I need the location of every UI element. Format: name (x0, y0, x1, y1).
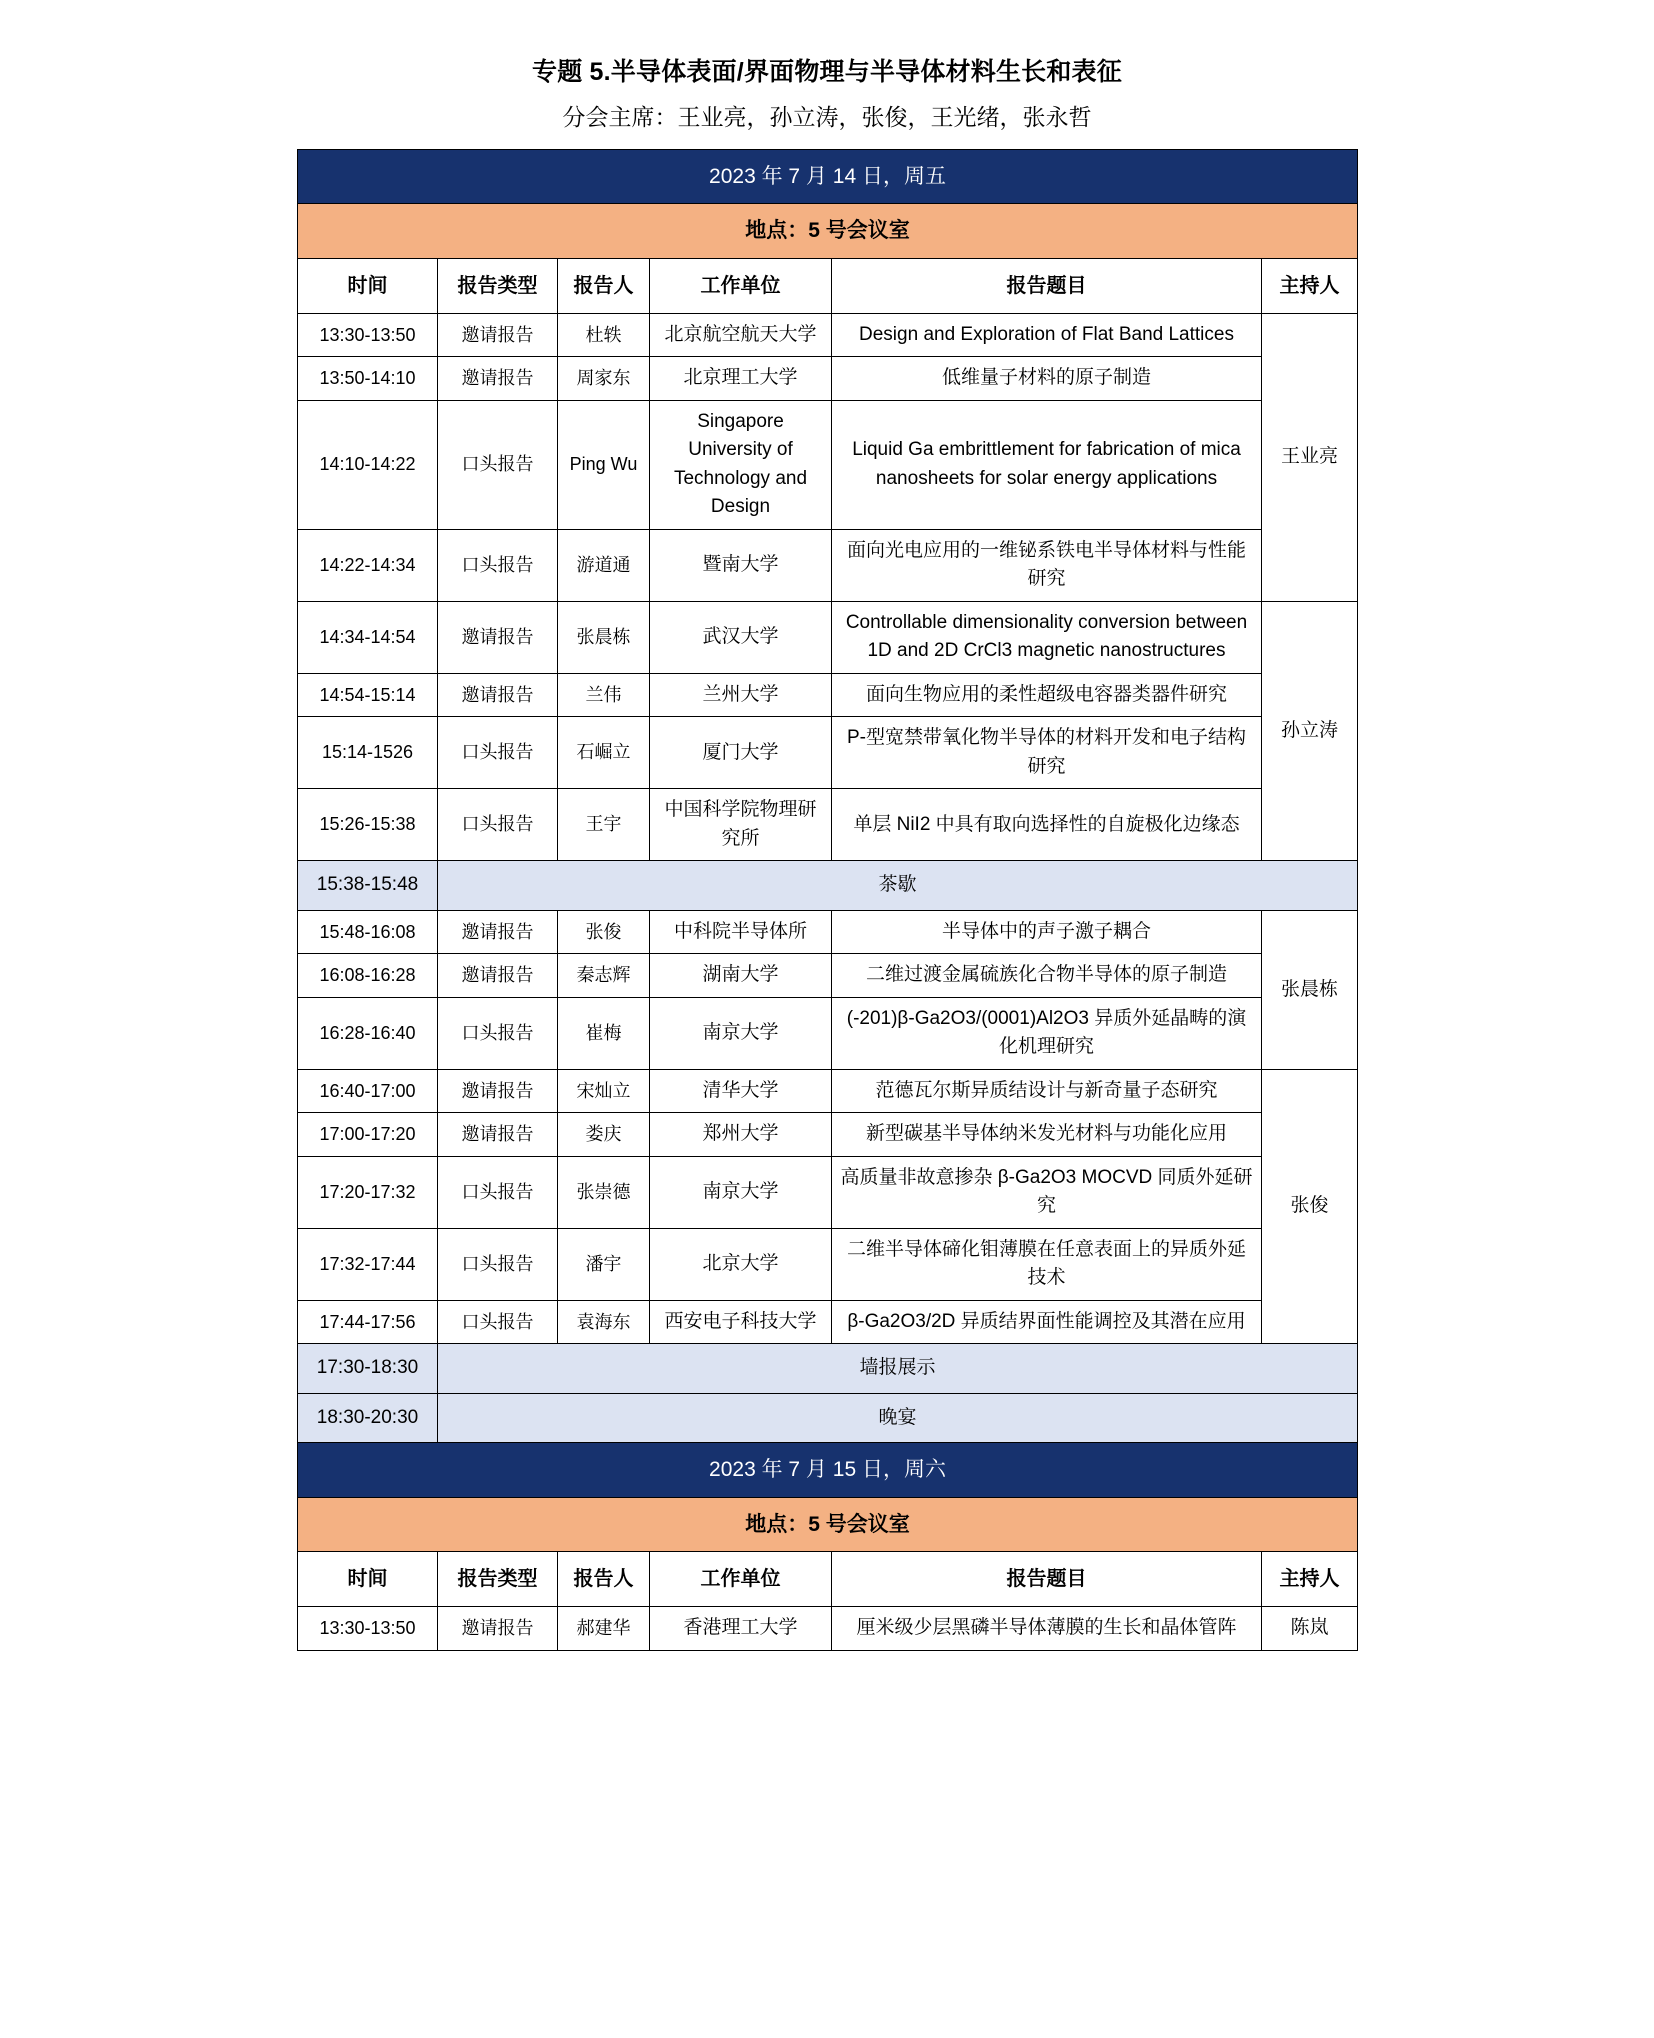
cell-speaker: 张崇德 (558, 1156, 650, 1228)
table-row (298, 529, 1358, 601)
cell-title: Liquid Ga embrittlement for fabrication of mica nanosheets for solar energy applications (832, 400, 1262, 529)
cell-time: 16:40-17:00 (298, 1069, 438, 1113)
cell-type: 口头报告 (438, 400, 558, 529)
cell-time: 14:22-14:34 (298, 529, 438, 601)
cell-type: 邀请报告 (438, 910, 558, 954)
table-row (298, 1113, 1358, 1157)
cell-type: 邀请报告 (438, 601, 558, 673)
cell-speaker: 娄庆 (558, 1113, 650, 1157)
table-row (298, 1300, 1358, 1344)
day2-venue-bar-label: 地点：5 号会议室 (298, 1497, 1358, 1552)
page-title: 专题 5.半导体表面/界面物理与半导体材料生长和表征 (532, 58, 1122, 86)
cell-time: 17:32-17:44 (298, 1228, 438, 1300)
cell-type: 口头报告 (438, 1300, 558, 1344)
day2-date-bar-label: 2023 年 7 月 15 日，周六 (298, 1443, 1358, 1498)
cell-speaker: 兰伟 (558, 673, 650, 717)
column-header-chair: 主持人 (1262, 258, 1358, 313)
cell-affiliation: 武汉大学 (650, 601, 832, 673)
cell-title: 半导体中的声子激子耦合 (832, 910, 1262, 954)
cell-title: Controllable dimensionality conversion between 1D and 2D CrCl3 magnetic nanostructures (832, 601, 1262, 673)
cell-type: 邀请报告 (438, 1607, 558, 1651)
cell-chair: 孙立涛 (1262, 601, 1358, 861)
table-row (298, 1228, 1358, 1300)
table-row (298, 954, 1358, 998)
tea-break-row-time: 15:38-15:48 (298, 861, 438, 911)
cell-affiliation: 西安电子科技大学 (650, 1300, 832, 1344)
cell-speaker: 王宇 (558, 789, 650, 861)
day1-date-bar-label: 2023 年 7 月 14 日，周五 (298, 149, 1358, 204)
table-row (298, 1156, 1358, 1228)
cell-title: 单层 NiI2 中具有取向选择性的自旋极化边缘态 (832, 789, 1262, 861)
table-row (298, 357, 1358, 401)
tea-break-row (298, 861, 1358, 911)
cell-affiliation: Singapore University of Technology and Design (650, 400, 832, 529)
cell-title: 面向生物应用的柔性超级电容器类器件研究 (832, 673, 1262, 717)
cell-type: 口头报告 (438, 1156, 558, 1228)
cell-affiliation: 兰州大学 (650, 673, 832, 717)
event-row (298, 1344, 1358, 1394)
day1-venue-bar (298, 204, 1358, 259)
cell-time: 14:34-14:54 (298, 601, 438, 673)
tea-break-row-label: 茶歇 (438, 861, 1358, 911)
cell-affiliation: 暨南大学 (650, 529, 832, 601)
table-row (298, 717, 1358, 789)
cell-speaker: 袁海东 (558, 1300, 650, 1344)
cell-speaker: 潘宇 (558, 1228, 650, 1300)
cell-affiliation: 北京航空航天大学 (650, 313, 832, 357)
event-row-time: 17:30-18:30 (298, 1344, 438, 1394)
cell-title: 低维量子材料的原子制造 (832, 357, 1262, 401)
cell-chair: 张晨栋 (1262, 910, 1358, 1069)
cell-time: 17:44-17:56 (298, 1300, 438, 1344)
cell-title: 高质量非故意掺杂 β-Ga2O3 MOCVD 同质外延研究 (832, 1156, 1262, 1228)
day1-venue-bar-label: 地点：5 号会议室 (298, 204, 1358, 259)
cell-affiliation: 北京理工大学 (650, 357, 832, 401)
cell-affiliation: 南京大学 (650, 1156, 832, 1228)
cell-affiliation: 南京大学 (650, 997, 832, 1069)
cell-type: 口头报告 (438, 1228, 558, 1300)
column-header-row (298, 1552, 1358, 1607)
column-header-title: 报告题目 (832, 258, 1262, 313)
table-row (298, 673, 1358, 717)
column-header-speaker: 报告人 (558, 1552, 650, 1607)
cell-time: 13:30-13:50 (298, 1607, 438, 1651)
column-header-row (298, 258, 1358, 313)
table-row (298, 400, 1358, 529)
table-row (298, 910, 1358, 954)
cell-affiliation: 清华大学 (650, 1069, 832, 1113)
cell-time: 13:50-14:10 (298, 357, 438, 401)
column-header-time: 时间 (298, 1552, 438, 1607)
cell-time: 14:54-15:14 (298, 673, 438, 717)
cell-affiliation: 郑州大学 (650, 1113, 832, 1157)
cell-speaker: 郝建华 (558, 1607, 650, 1651)
schedule-table-wrapper (297, 149, 1357, 1651)
table-row (298, 601, 1358, 673)
cell-affiliation: 湖南大学 (650, 954, 832, 998)
day1-date-bar (298, 149, 1358, 204)
cell-speaker: 张晨栋 (558, 601, 650, 673)
cell-title: P-型宽禁带氧化物半导体的材料开发和电子结构研究 (832, 717, 1262, 789)
cell-title: (-201)β-Ga2O3/(0001)Al2O3 异质外延晶畴的演化机理研究 (832, 997, 1262, 1069)
cell-title: 二维过渡金属硫族化合物半导体的原子制造 (832, 954, 1262, 998)
cell-title: 厘米级少层黑磷半导体薄膜的生长和晶体管阵 (832, 1607, 1262, 1651)
cell-type: 口头报告 (438, 789, 558, 861)
cell-type: 邀请报告 (438, 673, 558, 717)
cell-speaker: 秦志辉 (558, 954, 650, 998)
cell-speaker: 宋灿立 (558, 1069, 650, 1113)
cell-speaker: Ping Wu (558, 400, 650, 529)
cell-affiliation: 厦门大学 (650, 717, 832, 789)
event-row-label: 墙报展示 (438, 1344, 1358, 1394)
cell-title: Design and Exploration of Flat Band Lattices (832, 313, 1262, 357)
cell-affiliation: 北京大学 (650, 1228, 832, 1300)
cell-title: 新型碳基半导体纳米发光材料与功能化应用 (832, 1113, 1262, 1157)
cell-type: 邀请报告 (438, 313, 558, 357)
cell-title: 二维半导体碲化钼薄膜在任意表面上的异质外延技术 (832, 1228, 1262, 1300)
cell-type: 邀请报告 (438, 357, 558, 401)
cell-title: 范德瓦尔斯异质结设计与新奇量子态研究 (832, 1069, 1262, 1113)
table-row (298, 1607, 1358, 1651)
cell-time: 16:08-16:28 (298, 954, 438, 998)
schedule-table (297, 149, 1358, 1651)
cell-time: 17:20-17:32 (298, 1156, 438, 1228)
cell-time: 15:14-1526 (298, 717, 438, 789)
column-header-chair: 主持人 (1262, 1552, 1358, 1607)
cell-chair: 王业亮 (1262, 313, 1358, 601)
cell-time: 15:48-16:08 (298, 910, 438, 954)
cell-affiliation: 中国科学院物理研究所 (650, 789, 832, 861)
cell-speaker: 张俊 (558, 910, 650, 954)
cell-affiliation: 香港理工大学 (650, 1607, 832, 1651)
cell-type: 邀请报告 (438, 954, 558, 998)
table-row (298, 313, 1358, 357)
cell-speaker: 周家东 (558, 357, 650, 401)
cell-speaker: 崔梅 (558, 997, 650, 1069)
cell-time: 16:28-16:40 (298, 997, 438, 1069)
cell-type: 口头报告 (438, 529, 558, 601)
table-row (298, 1069, 1358, 1113)
cell-speaker: 杜轶 (558, 313, 650, 357)
cell-title: β-Ga2O3/2D 异质结界面性能调控及其潜在应用 (832, 1300, 1262, 1344)
table-row (298, 789, 1358, 861)
column-header-time: 时间 (298, 258, 438, 313)
column-header-type: 报告类型 (438, 258, 558, 313)
cell-type: 邀请报告 (438, 1069, 558, 1113)
cell-type: 口头报告 (438, 717, 558, 789)
cell-speaker: 石崛立 (558, 717, 650, 789)
day2-venue-bar (298, 1497, 1358, 1552)
cell-title: 面向光电应用的一维铋系铁电半导体材料与性能研究 (832, 529, 1262, 601)
cell-time: 17:00-17:20 (298, 1113, 438, 1157)
table-row (298, 997, 1358, 1069)
cell-affiliation: 中科院半导体所 (650, 910, 832, 954)
event-row (298, 1393, 1358, 1443)
cell-type: 邀请报告 (438, 1113, 558, 1157)
cell-time: 13:30-13:50 (298, 313, 438, 357)
day2-date-bar (298, 1443, 1358, 1498)
cell-time: 15:26-15:38 (298, 789, 438, 861)
cell-type: 口头报告 (438, 997, 558, 1069)
cell-speaker: 游道通 (558, 529, 650, 601)
column-header-speaker: 报告人 (558, 258, 650, 313)
cell-time: 14:10-14:22 (298, 400, 438, 529)
column-header-title: 报告题目 (832, 1552, 1262, 1607)
session-chairs-line: 分会主席：王业亮，孙立涛，张俊，王光绪，张永哲 (562, 103, 1092, 130)
cell-chair: 陈岚 (1262, 1607, 1358, 1651)
column-header-affiliation: 工作单位 (650, 258, 832, 313)
event-row-time: 18:30-20:30 (298, 1393, 438, 1443)
cell-chair: 张俊 (1262, 1069, 1358, 1344)
column-header-affiliation: 工作单位 (650, 1552, 832, 1607)
schedule-table-body (298, 149, 1358, 1650)
column-header-type: 报告类型 (438, 1552, 558, 1607)
event-row-label: 晚宴 (438, 1393, 1358, 1443)
